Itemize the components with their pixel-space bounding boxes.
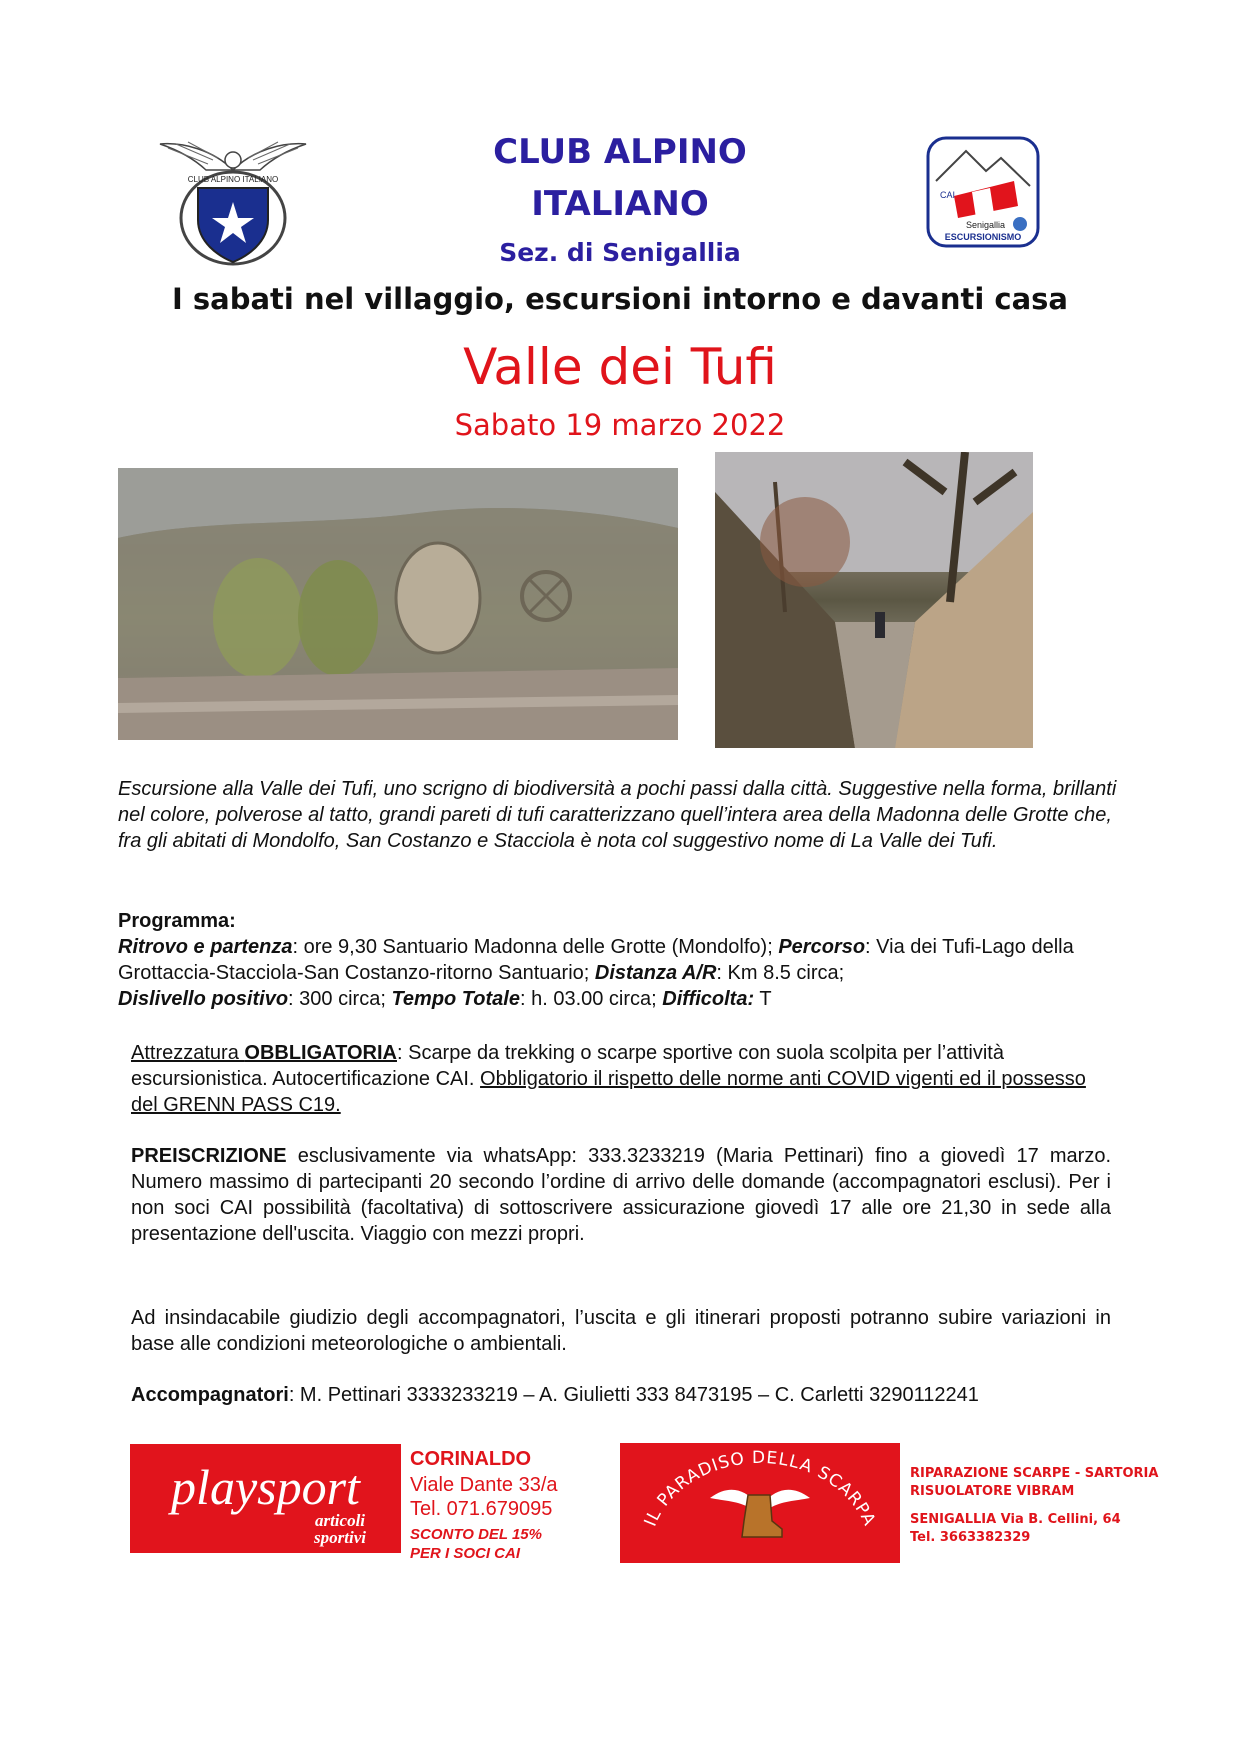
playsport-city: CORINALDO — [410, 1448, 532, 1470]
route-value: : Via dei Tufi-Lago della Grottaccia-Stacciola-San Costanzo-ritorno Santuario; — [118, 936, 1074, 984]
time-value: : h. 03.00 circa; — [519, 988, 663, 1010]
series-subtitle: I sabati nel villaggio, escursioni intorno e davanti casa — [172, 282, 1068, 316]
photo-valley-path-art — [715, 452, 1033, 748]
playsport-address: Viale Dante 33/a — [410, 1474, 558, 1496]
route-label: Percorso — [778, 936, 866, 958]
elevation-value: : 300 circa; — [288, 988, 392, 1010]
org-section: Sez. di Senigallia — [499, 238, 741, 267]
playsport-tag-line1: articoli — [314, 1511, 366, 1530]
playsport-phone: Tel. 071.679095 — [410, 1498, 553, 1520]
paradiso-address: SENIGALLIA Via B. Cellini, 64 — [910, 1512, 1121, 1527]
playsport-discount-line2: PER I SOCI CAI — [410, 1545, 521, 1562]
equipment-label — [131, 1042, 397, 1064]
time-label: Tempo Totale — [391, 988, 520, 1010]
event-date: Sabato 19 marzo 2022 — [454, 408, 786, 442]
paradiso-name: IL PARADISO DELLA SCARPA — [640, 1447, 880, 1530]
cai-logo-text: CLUB ALPINO ITALIANO — [187, 175, 279, 184]
paradiso-logo-art — [620, 1443, 900, 1563]
cai-eagle-logo — [158, 130, 308, 270]
meeting-label: Ritrovo e partenza — [118, 936, 293, 958]
equipment-label-part2: OBBLIGATORIA — [244, 1042, 397, 1064]
prescription-section — [131, 1143, 1111, 1247]
org-name-line1: CLUB ALPINO — [493, 132, 747, 172]
event-description: Escursione alla Valle dei Tufi, uno scrigno di biodiversità a pochi passi dalla città. Suggestive nella forma, brillanti nel colore, polverose al tatto, grandi pareti di tufi caratterizzano quell’intera area della Madonna delle Grotte che, fra gli abitati di Mondolfo, San Costanzo e Stacciola è nota col suggestivo nome di La Valle dei Tufi. — [118, 778, 1117, 852]
guides-section — [131, 1382, 1131, 1408]
badge-bottom-text: ESCURSIONISMO — [944, 232, 1022, 242]
org-name-line2: ITALIANO — [531, 184, 709, 224]
program-heading: Programma: — [118, 910, 236, 932]
prescription-label: PREISCRIZIONE — [131, 1145, 287, 1167]
photo-carved-faces — [118, 468, 678, 740]
playsport-discount-line1: SCONTO DEL 15% — [410, 1526, 542, 1543]
difficulty-label: Difficolta: — [662, 988, 755, 1010]
paradiso-phone: Tel. 3663382329 — [910, 1530, 1031, 1545]
equipment-label-part1: Attrezzatura — [131, 1042, 245, 1064]
cai-escursionismo-badge — [926, 136, 1040, 248]
disclaimer-text: Ad insindacabile giudizio degli accompagnatori, l’uscita e gli itinerari proposti potranno subire variazioni in base alle condizioni meteorologiche o ambientali. — [131, 1307, 1111, 1355]
program-details — [118, 934, 1128, 1012]
winged-boot-icon — [710, 1490, 810, 1537]
distance-value: : Km 8.5 circa; — [716, 962, 845, 984]
photo-valley-path — [715, 452, 1033, 748]
covid-note: Obbligatorio il rispetto delle norme anti COVID vigenti ed il possesso del GRENN PASS C19. — [131, 1068, 1086, 1116]
guides-text: : M. Pettinari 3333233219 – A. Giulietti 333 8473195 – C. Carletti 3290112241 — [288, 1384, 979, 1406]
elevation-label: Dislivello positivo — [118, 988, 289, 1010]
playsport-name: playsport — [171, 1459, 360, 1515]
playsport-tagline — [280, 1512, 400, 1546]
equipment-section — [131, 1040, 1111, 1118]
paradiso-services-line2: RISUOLATORE VIBRAM — [910, 1484, 1075, 1499]
guides-label: Accompagnatori — [131, 1384, 289, 1406]
playsport-tag-line2: sportivi — [314, 1528, 366, 1547]
paradiso-services-line1: RIPARAZIONE SCARPE - SARTORIA — [910, 1466, 1159, 1481]
badge-city-text: Senigallia — [966, 220, 1006, 230]
difficulty-value: T — [754, 988, 772, 1010]
paradiso-logo — [620, 1443, 900, 1563]
meeting-value: : ore 9,30 Santuario Madonna delle Grotte (Mondolfo); — [292, 936, 779, 958]
event-title: Valle dei Tufi — [463, 338, 777, 396]
equipment-text: : Scarpe da trekking o scarpe sportive con suola scolpita per l’attività escursionistica. Autocertificazione CAI. — [131, 1042, 1004, 1090]
prescription-text: esclusivamente via whatsApp: 333.3233219 (Maria Pettinari) fino a giovedì 17 marzo. Numero massimo di partecipanti 20 secondo l’ordine di arrivo delle domande (accompagnatori esclusi). Per i non soci CAI possibilità (facoltativa) di sottoscrivere assicurazione giovedì 17 alle ore 21,30 in sede alla presentazione dell'uscita. Viaggio con mezzi propri. — [131, 1145, 1111, 1245]
badge-cai-text: CAI — [940, 190, 956, 200]
distance-label: Distanza A/R — [594, 962, 717, 984]
photo-carved-faces-art — [118, 468, 678, 740]
program-section — [118, 908, 1128, 1012]
playsport-logo — [130, 1444, 401, 1553]
